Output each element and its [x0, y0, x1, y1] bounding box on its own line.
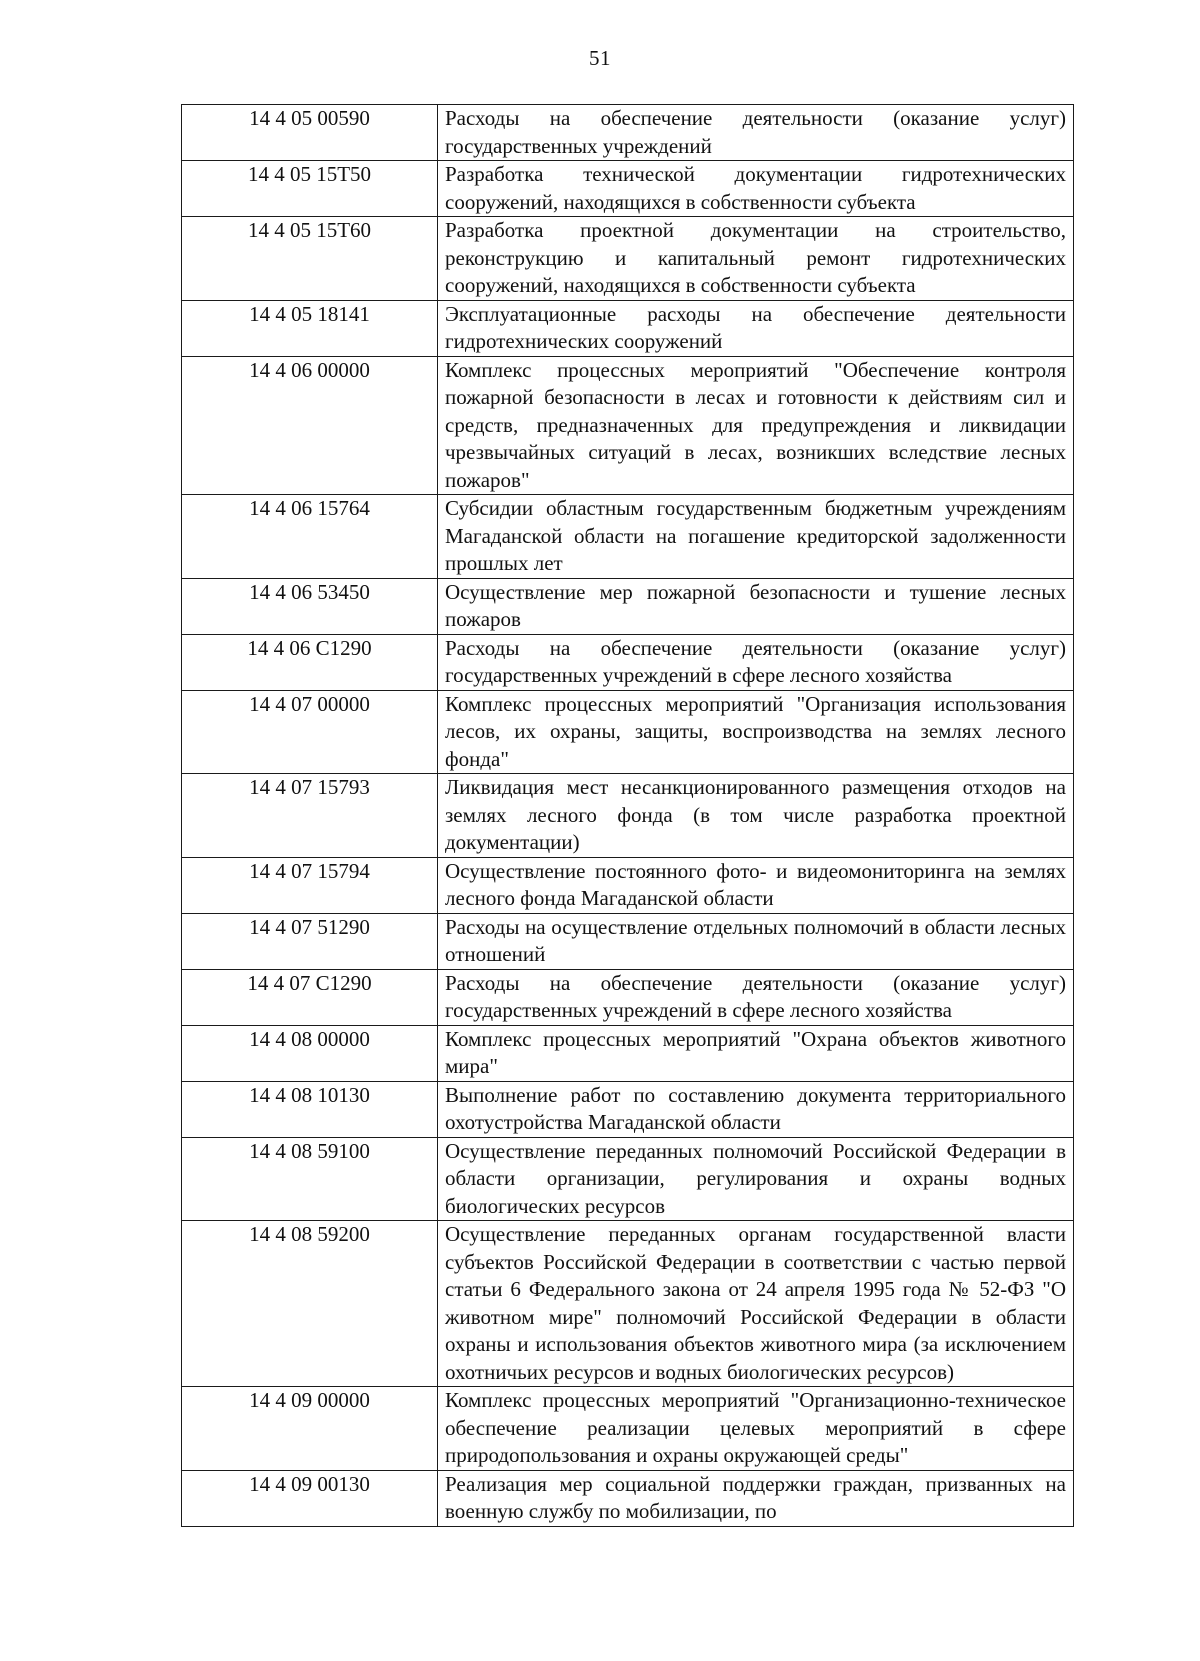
table-row: [182, 495, 1074, 579]
row-code: 14 4 08 59100: [182, 1137, 438, 1221]
table-row: [182, 1025, 1074, 1081]
row-description: Комплекс процессных мероприятий "Организация использования лесов, их охраны, защиты, воспроизводства на землях лесного фонда": [438, 690, 1074, 774]
row-code: 14 4 06 С1290: [182, 634, 438, 690]
page-number: 51: [589, 46, 611, 70]
table-row: [182, 217, 1074, 301]
row-description: Расходы на осуществление отдельных полномочий в области лесных отношений: [438, 913, 1074, 969]
table-row: [182, 1387, 1074, 1471]
table-row: [182, 300, 1074, 356]
row-code: 14 4 06 53450: [182, 578, 438, 634]
table-body: [182, 105, 1074, 1527]
row-description: Субсидии областным государственным бюджетным учреждениям Магаданской области на погашение кредиторской задолженности прошлых лет: [438, 495, 1074, 579]
table-row: [182, 105, 1074, 161]
row-description: Разработка проектной документации на строительство, реконструкцию и капитальный ремонт гидротехнических сооружений, находящихся в собственности субъекта: [438, 217, 1074, 301]
row-code: 14 4 09 00130: [182, 1470, 438, 1526]
budget-classification-table: [181, 104, 1074, 1527]
table-row: [182, 690, 1074, 774]
row-description: Расходы на обеспечение деятельности (оказание услуг) государственных учреждений: [438, 105, 1074, 161]
row-code: 14 4 09 00000: [182, 1387, 438, 1471]
row-description: Эксплуатационные расходы на обеспечение деятельности гидротехнических сооружений: [438, 300, 1074, 356]
row-code: 14 4 05 18141: [182, 300, 438, 356]
row-code: 14 4 05 00590: [182, 105, 438, 161]
row-description: Осуществление переданных полномочий Российской Федерации в области организации, регулирования и охраны водных биологических ресурсов: [438, 1137, 1074, 1221]
row-description: Ликвидация мест несанкционированного размещения отходов на землях лесного фонда (в том числе разработка проектной документации): [438, 774, 1074, 858]
row-code: 14 4 06 15764: [182, 495, 438, 579]
table-row: [182, 161, 1074, 217]
row-description: Комплекс процессных мероприятий "Обеспечение контроля пожарной безопасности в лесах и готовности к действиям сил и средств, предназначенных для предупреждения и ликвидации чрезвычайных ситуаций в лесах, возникших вследствие лесных пожаров": [438, 356, 1074, 495]
table-row: [182, 1137, 1074, 1221]
table-row: [182, 578, 1074, 634]
row-code: 14 4 08 00000: [182, 1025, 438, 1081]
row-description: Разработка технической документации гидротехнических сооружений, находящихся в собственности субъекта: [438, 161, 1074, 217]
row-description: Реализация мер социальной поддержки граждан, призванных на военную службу по мобилизации, по: [438, 1470, 1074, 1526]
row-code: 14 4 06 00000: [182, 356, 438, 495]
row-description: Осуществление мер пожарной безопасности и тушение лесных пожаров: [438, 578, 1074, 634]
row-description: Осуществление переданных органам государственной власти субъектов Российской Федерации в соответствии с частью первой статьи 6 Федерального закона от 24 апреля 1995 года № 52-ФЗ "О животном мире" полномочий Российской Федерации в области охраны и использования объектов животного мира (за исключением охотничьих ресурсов и водных биологических ресурсов): [438, 1221, 1074, 1387]
row-code: 14 4 07 15794: [182, 857, 438, 913]
table-row: [182, 1470, 1074, 1526]
row-code: 14 4 05 15Т60: [182, 217, 438, 301]
table-row: [182, 857, 1074, 913]
row-code: 14 4 08 59200: [182, 1221, 438, 1387]
row-code: 14 4 08 10130: [182, 1081, 438, 1137]
row-description: Выполнение работ по составлению документа территориального охотустройства Магаданской области: [438, 1081, 1074, 1137]
row-description: Осуществление постоянного фото- и видеомониторинга на землях лесного фонда Магаданской области: [438, 857, 1074, 913]
table-row: [182, 774, 1074, 858]
row-description: Расходы на обеспечение деятельности (оказание услуг) государственных учреждений в сфере лесного хозяйства: [438, 969, 1074, 1025]
table-row: [182, 969, 1074, 1025]
row-code: 14 4 07 00000: [182, 690, 438, 774]
row-code: 14 4 07 51290: [182, 913, 438, 969]
table-row: [182, 1081, 1074, 1137]
row-code: 14 4 05 15Т50: [182, 161, 438, 217]
table-row: [182, 913, 1074, 969]
row-description: Комплекс процессных мероприятий "Организационно-техническое обеспечение реализации целевых мероприятий в сфере природопользования и охраны окружающей среды": [438, 1387, 1074, 1471]
row-description: Расходы на обеспечение деятельности (оказание услуг) государственных учреждений в сфере лесного хозяйства: [438, 634, 1074, 690]
row-code: 14 4 07 15793: [182, 774, 438, 858]
row-description: Комплекс процессных мероприятий "Охрана объектов животного мира": [438, 1025, 1074, 1081]
row-code: 14 4 07 С1290: [182, 969, 438, 1025]
table-row: [182, 356, 1074, 495]
table-row: [182, 634, 1074, 690]
table-row: [182, 1221, 1074, 1387]
